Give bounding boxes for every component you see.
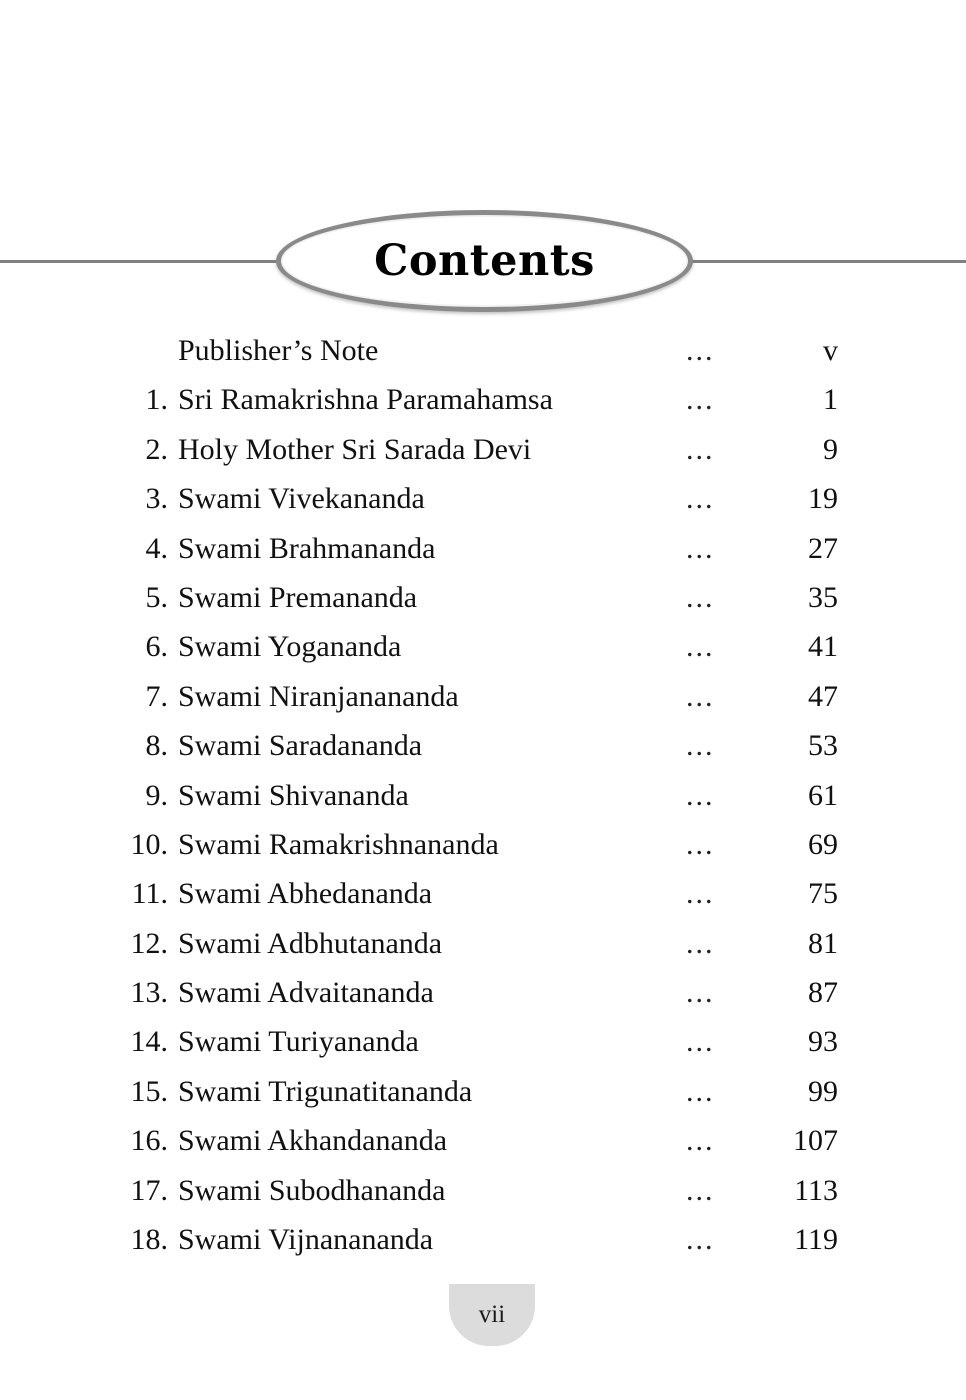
toc-entry-number: 7. — [145, 679, 168, 713]
toc-entry-page-number: 27 — [808, 531, 838, 565]
toc-entry[interactable] — [0, 474, 966, 523]
toc-entry-page-number: 53 — [808, 729, 838, 763]
toc-entry-page-number: 35 — [808, 580, 838, 614]
toc-entry-leader-dots: ... — [686, 827, 715, 861]
page-header — [0, 205, 966, 317]
toc-entry[interactable] — [0, 869, 966, 918]
toc-entry-leader-dots: ... — [686, 926, 715, 960]
toc-entry[interactable] — [0, 622, 966, 671]
toc-entry-title: Holy Mother Sri Sarada Devi — [178, 432, 532, 466]
toc-entry-title: Swami Abhedananda — [178, 877, 433, 911]
toc-entry[interactable] — [0, 524, 966, 573]
toc-entry-leader-dots: ... — [686, 1173, 715, 1207]
toc-entry[interactable] — [0, 672, 966, 721]
toc-entry[interactable] — [0, 1116, 966, 1165]
page-folio — [449, 1284, 535, 1346]
toc-entry-number: 4. — [145, 531, 168, 565]
toc-entry-number: 9. — [145, 778, 168, 812]
toc-entry-page-number: 69 — [808, 827, 838, 861]
toc-entry-number: 2. — [145, 432, 168, 466]
toc-entry[interactable] — [0, 968, 966, 1017]
toc-entry[interactable] — [0, 1215, 966, 1264]
toc-entry-number: 14. — [130, 1025, 168, 1059]
toc-entry[interactable] — [0, 1067, 966, 1116]
page-title: Contents — [374, 236, 595, 286]
toc-entry[interactable] — [0, 1017, 966, 1066]
toc-entry-number: 15. — [130, 1074, 168, 1108]
toc-entry-title: Swami Akhandananda — [178, 1124, 448, 1158]
toc-entry-number: 11. — [131, 877, 168, 911]
toc-entry-leader-dots: ... — [686, 580, 715, 614]
toc-entry-page-number: 41 — [808, 630, 838, 664]
toc-entry-number: 5. — [145, 580, 168, 614]
toc-entry-page-number: 113 — [794, 1173, 838, 1207]
toc-entry-title: Swami Subodhananda — [178, 1173, 446, 1207]
toc-entry[interactable] — [0, 771, 966, 820]
toc-entry-title: Swami Niranjanananda — [178, 679, 459, 713]
toc-entry-page-number: 87 — [808, 976, 838, 1010]
toc-entry-number: 16. — [130, 1124, 168, 1158]
toc-entry-title: Swami Yogananda — [178, 630, 402, 664]
toc-entry-title: Swami Saradananda — [178, 729, 423, 763]
toc-entry-number: 3. — [145, 482, 168, 516]
toc-entry-leader-dots: ... — [686, 1025, 715, 1059]
toc-entry-title: Swami Turiyananda — [178, 1025, 419, 1059]
toc-entry-title: Swami Premananda — [178, 580, 418, 614]
toc-entry-page-number: 81 — [808, 926, 838, 960]
toc-entry-title: Swami Adbhutananda — [178, 926, 443, 960]
toc-entry-leader-dots: ... — [686, 679, 715, 713]
toc-entry-number: 17. — [130, 1173, 168, 1207]
toc-entry-number: 10. — [130, 827, 168, 861]
toc-entry-title: Swami Vijnanananda — [178, 1223, 434, 1257]
toc-entry-title: Publisher’s Note — [178, 334, 379, 367]
toc-entry-title: Swami Vivekananda — [178, 482, 425, 516]
toc-entry-leader-dots: ... — [686, 1223, 715, 1257]
toc-entry-number: 6. — [145, 630, 168, 664]
toc-entry-page-number: 119 — [794, 1223, 838, 1257]
toc-entry-leader-dots: ... — [686, 877, 715, 911]
toc-entry-leader-dots: ... — [686, 729, 715, 763]
toc-entry-page-number: 1 — [823, 383, 838, 417]
toc-entry-page-number: v — [823, 334, 838, 367]
toc-entry-number: 18. — [130, 1223, 168, 1257]
toc-entry[interactable] — [0, 573, 966, 622]
toc-entry-leader-dots: ... — [686, 1124, 715, 1158]
toc-entry-page-number: 99 — [808, 1074, 838, 1108]
toc-entry-title: Swami Brahmananda — [178, 531, 436, 565]
toc-entry-title: Swami Ramakrishnananda — [178, 827, 499, 861]
toc-entry-title: Sri Ramakrishna Paramahamsa — [178, 383, 553, 417]
toc-entry-title: Swami Shivananda — [178, 778, 409, 812]
toc-entry-title: Swami Trigunatitananda — [178, 1074, 473, 1108]
toc-entry[interactable] — [0, 326, 966, 375]
toc-entry-leader-dots: ... — [686, 778, 715, 812]
toc-entry-page-number: 19 — [808, 482, 838, 516]
toc-entry[interactable] — [0, 375, 966, 424]
toc-entry-leader-dots: ... — [686, 482, 715, 516]
toc-entry-number: 12. — [130, 926, 168, 960]
toc-entry-page-number: 75 — [808, 877, 838, 911]
toc-entry-leader-dots: ... — [686, 531, 715, 565]
toc-entry[interactable] — [0, 820, 966, 869]
table-of-contents — [0, 326, 966, 1264]
toc-entry[interactable] — [0, 721, 966, 770]
toc-entry-page-number: 61 — [808, 778, 838, 812]
toc-entry[interactable] — [0, 919, 966, 968]
toc-entry-title: Swami Advaitananda — [178, 976, 434, 1010]
toc-entry-leader-dots: ... — [686, 630, 715, 664]
toc-entry-number: 8. — [145, 729, 168, 763]
toc-entry-leader-dots: ... — [686, 334, 715, 367]
toc-entry[interactable] — [0, 425, 966, 474]
toc-entry-leader-dots: ... — [686, 1074, 715, 1108]
toc-entry[interactable] — [0, 1166, 966, 1215]
toc-entry-number: 13. — [130, 976, 168, 1010]
toc-entry-page-number: 107 — [793, 1124, 838, 1158]
toc-entry-page-number: 9 — [823, 432, 838, 466]
toc-entry-leader-dots: ... — [686, 976, 715, 1010]
page-folio-label: vii — [478, 1301, 506, 1328]
toc-entry-page-number: 47 — [808, 679, 838, 713]
toc-entry-leader-dots: ... — [686, 383, 715, 417]
toc-entry-leader-dots: ... — [686, 432, 715, 466]
toc-entry-number: 1. — [145, 383, 168, 417]
toc-entry-page-number: 93 — [808, 1025, 838, 1059]
